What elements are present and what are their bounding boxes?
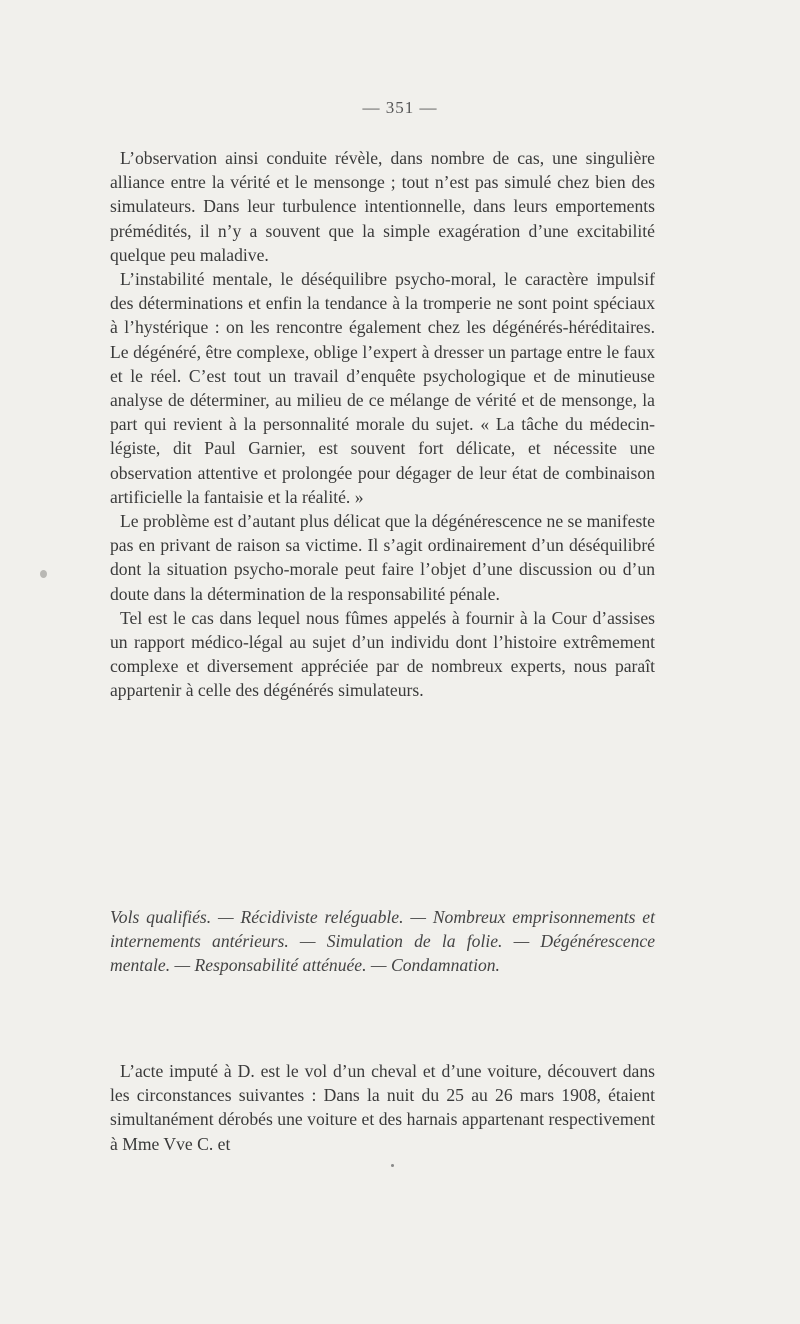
paper-stain bbox=[40, 570, 47, 578]
paragraph: L’acte imputé à D. est le vol d’un cheval et d’une voiture, découvert dans les circonstances suivantes : Dans la nuit du 25 au 26 mars 1908, étaient simultanément dérobés une voiture et des harnais appartenant respectivement à Mme Vve C. et bbox=[110, 1061, 655, 1154]
body-text-top bbox=[110, 146, 655, 703]
paragraph: Tel est le cas dans lequel nous fûmes appelés à fournir à la Cour d’assises un rapport médico-légal au sujet d’un individu dont l’histoire extrêmement complexe et diversement appréciée par de nombreux experts, nous paraît appartenir à celle des dégénérés simulateurs. bbox=[110, 607, 655, 701]
paragraph: L’instabilité mentale, le déséquilibre psycho-moral, le caractère impulsif des déterminations et enfin la tendance à la tromperie ne sont point spéciaux à l’hystérique : on les rencontre également chez les dégénérés-héréditaires. Le dégénéré, être complexe, oblige l’expert à dresser un partage entre le faux et le réel. C’est tout un travail d’enquête psychologique et de minutieuse analyse de déterminer, au milieu de ce mélange de vérité et de mensonge, la part qui revient à la personnalité morale du sujet. « La tâche du médecin-légiste, dit Paul Garnier, est souvent fort délicate, et nécessite une observation attentive et prolongée pour dégager de leur état de combinaison artificielle la fantaisie et la réalité. » bbox=[110, 269, 655, 507]
summary-text: Vols qualifiés. — Récidiviste reléguable. — Nombreux emprisonnements et internements antérieurs. — Simulation de la folie. — Dégénérescence mentale. — Responsabilité atténuée. — Condamnation. bbox=[110, 907, 655, 976]
paragraph: L’observation ainsi conduite révèle, dans nombre de cas, une singulière alliance entre la vérité et le mensonge ; tout n’est pas simulé chez bien des simulateurs. Dans leur turbulence intentionnelle, dans leurs emportements prémédités, il n’y a souvent que la simple exagération d’une excitabilité quelque peu maladive. bbox=[110, 148, 655, 265]
ink-dot bbox=[391, 1164, 394, 1167]
body-text-bottom bbox=[110, 1059, 655, 1156]
case-summary bbox=[110, 905, 655, 978]
paragraph: Le problème est d’autant plus délicat que la dégénérescence ne se manifeste pas en privant de raison sa victime. Il s’agit ordinairement d’un déséquilibré dont la situation psycho-morale peut faire l’objet d’une discussion ou d’un doute dans la détermination de la responsabilité pénale. bbox=[110, 511, 655, 604]
page-number: — 351 — bbox=[362, 98, 438, 117]
